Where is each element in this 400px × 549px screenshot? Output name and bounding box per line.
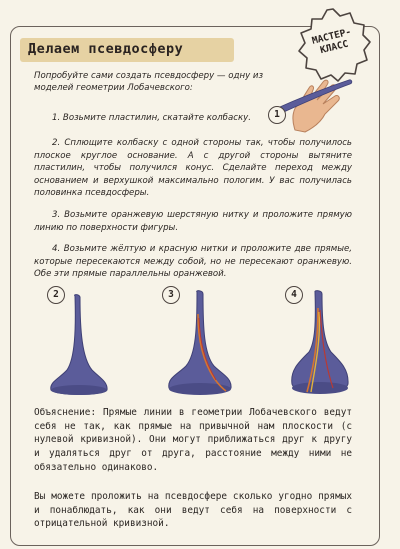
figure-number-2: 2 <box>47 286 65 304</box>
explanation-text: Объяснение: Прямые линии в геометрии Лобачевского ведут себя не так, как прямые на привычной нам плоскости (с нулевой кривизной). Они могут приближаться друг к другу и удаляться друг от друга, расстояние между ними не обязательно одинаково. <box>34 407 352 473</box>
figure-number-4: 4 <box>285 286 303 304</box>
outro-text: Вы можете проложить на псевдосфере сколько угодно прямых и понаблюдать, как они ведут себя на поверхности с отрицательной кривизной. <box>34 491 352 530</box>
page-title: Делаем псевдосферу <box>28 41 184 57</box>
intro-text: Попробуйте сами создать псевдосферу — одну из моделей геометрии Лобачевского: <box>34 71 264 93</box>
badge-label: МАСТЕР-КЛАСС <box>310 26 353 57</box>
step-3-text: 3. Возьмите оранжевую шерстяную нитку и проложите прямую линию по поверхности фигуры. <box>34 210 352 233</box>
pseudosphere-figure-2 <box>44 290 114 400</box>
figure-number-3: 3 <box>162 286 180 304</box>
pseudosphere-figure-3 <box>162 288 238 400</box>
step-number-1: 1 <box>268 106 286 124</box>
step-1-text: 1. Возьмите пластилин, скатайте колбаску. <box>52 113 251 123</box>
pseudosphere-figure-4 <box>285 288 355 400</box>
hand-with-plasticine-icon <box>265 70 355 136</box>
step-2-text: 2. Сплющите колбаску с одной стороны так, чтобы получилось плоское круглое основание. А с другой стороны вытяните пластилин, чтобы получился конус. Сделайте переход между основанием и верхушкой максимально пологим. У вас получилась половинка псевдосферы. <box>34 138 352 199</box>
step-4-text: 4. Возьмите жёлтую и красную нитки и проложите две прямые, которые пересекаются между собой, но не пересекают оранжевую. Обе эти прямые параллельны оранжевой. <box>34 244 352 280</box>
